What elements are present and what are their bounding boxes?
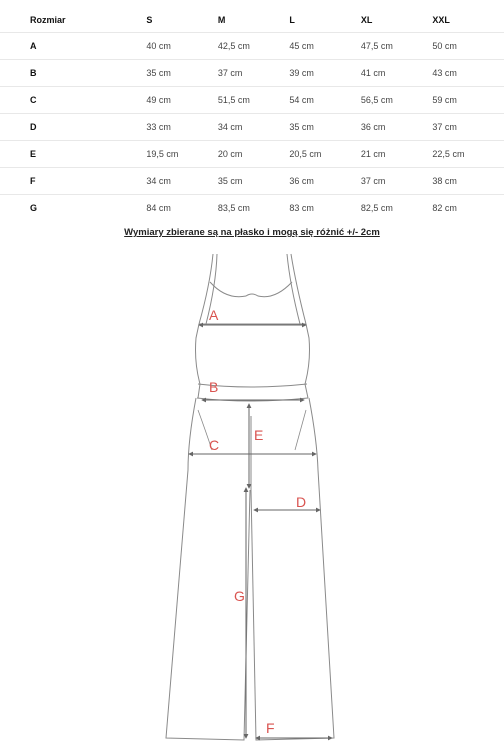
cell: 42,5 cm: [218, 33, 290, 60]
cell: 33 cm: [146, 114, 218, 141]
garment-outline: [166, 254, 334, 740]
cell: 22,5 cm: [432, 141, 504, 168]
label-a: A: [209, 307, 219, 323]
row-label: C: [0, 87, 146, 114]
cell: 37 cm: [361, 168, 433, 195]
cell: 56,5 cm: [361, 87, 433, 114]
header-xl: XL: [360, 15, 373, 25]
header-m: M: [217, 15, 226, 25]
cell: 35 cm: [146, 60, 218, 87]
cell: 36 cm: [289, 168, 361, 195]
header-size: Rozmiar: [30, 15, 66, 25]
label-e: E: [254, 427, 264, 443]
cell: 34 cm: [146, 168, 218, 195]
cell: 20 cm: [218, 141, 290, 168]
table-row: [0, 168, 504, 195]
cell: 83,5 cm: [218, 195, 290, 222]
label-f: F: [266, 720, 275, 736]
cell: 54 cm: [289, 87, 361, 114]
size-table: [0, 8, 504, 221]
row-label: D: [0, 114, 146, 141]
header-l: L: [289, 15, 295, 25]
cell: 47,5 cm: [361, 33, 433, 60]
cell: 37 cm: [218, 60, 290, 87]
cell: 83 cm: [289, 195, 361, 222]
cell: 36 cm: [361, 114, 433, 141]
cell: 39 cm: [289, 60, 361, 87]
cell: 37 cm: [432, 114, 504, 141]
table-row: [0, 141, 504, 168]
table-row: [0, 33, 504, 60]
cell: 34 cm: [218, 114, 290, 141]
cell: 19,5 cm: [146, 141, 218, 168]
table-row: [0, 195, 504, 222]
row-label: B: [0, 60, 146, 87]
cell: 49 cm: [146, 87, 218, 114]
row-label: A: [0, 33, 146, 60]
table-row: [0, 60, 504, 87]
cell: 21 cm: [361, 141, 433, 168]
measurement-note: Wymiary zbierane są na płasko i mogą się różnić +/- 2cm: [124, 227, 380, 238]
header-s: S: [146, 15, 153, 25]
header-xxl: XXL: [432, 15, 450, 25]
cell: 51,5 cm: [218, 87, 290, 114]
row-label: E: [0, 141, 146, 168]
cell: 45 cm: [289, 33, 361, 60]
cell: 41 cm: [361, 60, 433, 87]
cell: 35 cm: [289, 114, 361, 141]
cell: 20,5 cm: [289, 141, 361, 168]
row-label: G: [0, 195, 146, 222]
label-b: B: [209, 379, 219, 395]
table-row: [0, 114, 504, 141]
cell: 82 cm: [432, 195, 504, 222]
label-g: G: [234, 588, 245, 604]
cell: 84 cm: [146, 195, 218, 222]
label-d: D: [296, 494, 307, 510]
cell: 50 cm: [432, 33, 504, 60]
cell: 35 cm: [218, 168, 290, 195]
cell: 82,5 cm: [361, 195, 433, 222]
garment-diagram: [0, 240, 504, 756]
row-label: F: [0, 168, 146, 195]
label-c: C: [209, 437, 220, 453]
cell: 59 cm: [432, 87, 504, 114]
cell: 43 cm: [432, 60, 504, 87]
cell: 38 cm: [432, 168, 504, 195]
table-header-row: [0, 8, 504, 33]
table-row: [0, 87, 504, 114]
cell: 40 cm: [146, 33, 218, 60]
